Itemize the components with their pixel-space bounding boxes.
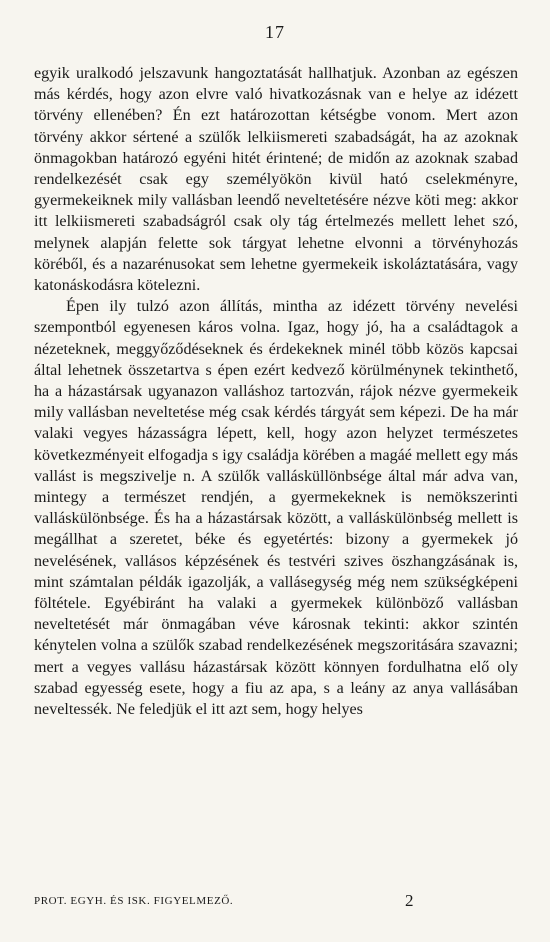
footer-signature: PROT. EGYH. ÉS ISK. FIGYELMEZŐ.: [34, 895, 234, 907]
footer-sheet-number: 2: [405, 891, 414, 910]
page-footer: [34, 891, 518, 913]
paragraph-2: Épen ily tulzó azon állítás, mintha az idézett törvény nevelési szempontból egyenesen káros volna. Igaz, hogy jó, ha a családtagok a nézeteknek, meggyőződéseknek és érdekeknek minél több közös kapcsai által lehetnek összetartva s épen ezért kedvező körülménynek tekinthető, ha a házastársak ugyanazon valláshoz tartozván, rájok nézve gyermekeik mily vallásban neveltetése még csak kérdés tárgyát sem képezi. De ha már valaki vegyes házasságra lépett, kell, hogy azon helyzet természetes következményeit elfogadja s igy családja körében a magáé mellett egy más vallást is megszivelje n. A szülők vallásküllönbsége által már adva van, mintegy a természet rendjén, a gyermekeknek is nemökszerinti valláskülönbsége. És ha a házastársak között, a valláskülönbség mellett is megállhat a szeretet, béke és egyetértés: bizony a gyermekek jó nevelésének, vallásos képzésének és testvéri szives öszhangzásának is, mint számtalan példák igazolják, a vallásegység még nem szükségképeni föltétele. Egyébiránt ha valaki a gyermekek különböző vallásban neveltetését már önmagában véve károsnak tekinti: akkor szintén kénytelen volna a szülők szabad rendelkezésének megszoritására szavazni; mert a vegyes vallásu házastársak között könnyen fordulhatna elő oly szabad egyesség esete, hogy a fiu az apa, s a leány az anya vallásában neveltessék. Ne feledjük el itt azt sem, hogy helyes: [34, 298, 518, 719]
paragraph-1: egyik uralkodó jelszavunk hangoztatását hallhatjuk. Azonban az egészen más kérdés, hogy azon elvre való hivatkozásnak van e helye az idézett törvény ellenében? Én ezt határozottan kétségbe vonom. Mert azon törvény akkor sértené a szülők lelkiismereti szabadságát, ha az azoknak önmagokban határozó egyéni hitét érintené; de midőn az azoknak szabad rendelkezését csak egy személyökön kivül ható cselekményre, gyermekeiknek mily vallásban leendő neveltetésére nézve köti meg: akkor itt lelkiismereti szabadságról csak oly tág értelmezés mellett lehet szó, melynek alapján felette sok tárgyat lehetne elvonni a törvényhozás köréből, és a nazarénusokat sem lehetne gyermekeik iskoláztatására, vagy katonáskodásra kötelezni.: [34, 65, 518, 295]
page-number: 17: [265, 22, 285, 42]
body-text: [34, 63, 518, 720]
